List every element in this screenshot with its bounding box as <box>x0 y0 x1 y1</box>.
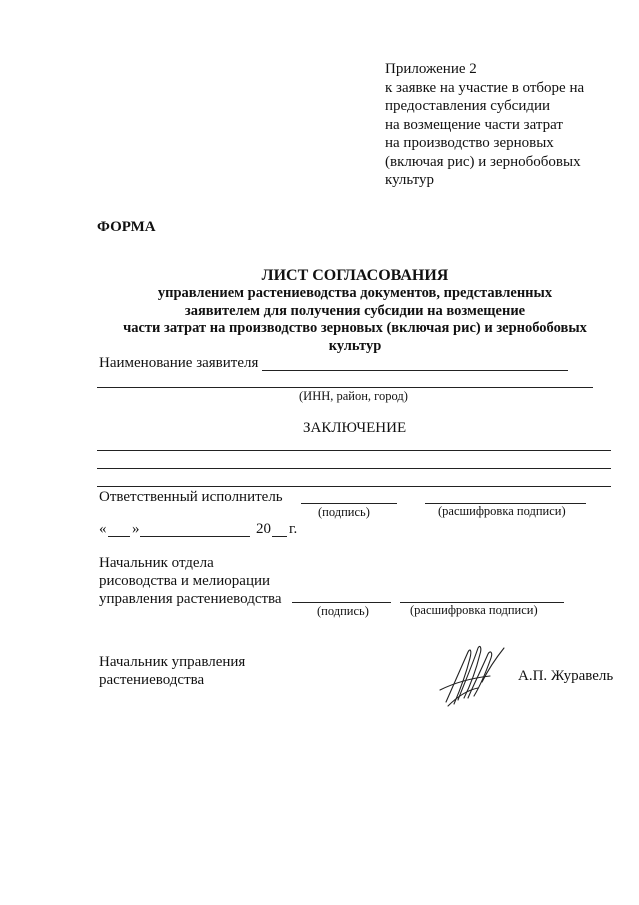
admin-head-name: А.П. Журавель <box>518 668 614 684</box>
dept-head-decoding-caption: (расшифровка подписи) <box>410 603 538 617</box>
responsible-label: Ответственный исполнитель <box>99 489 283 505</box>
applicant-label: Наименование заявителя <box>99 355 259 371</box>
date-close-quote: » <box>132 521 140 537</box>
responsible-signature-field[interactable] <box>301 503 397 504</box>
dept-head-line: рисоводства и мелиорации <box>99 573 271 589</box>
form-label: ФОРМА <box>97 219 156 235</box>
date-open-quote: « <box>99 521 107 537</box>
dept-head-line: Начальник отдела <box>99 555 214 571</box>
conclusion-field-line[interactable] <box>97 486 611 487</box>
dept-head-line: управления растениеводства <box>99 591 282 607</box>
appendix-line: культур <box>385 172 435 188</box>
admin-head-line: растениеводства <box>99 672 205 688</box>
appendix-header <box>385 60 584 190</box>
applicant-name-field[interactable] <box>262 370 568 371</box>
title-line: управлением растениеводства документов, представленных <box>157 285 553 301</box>
title-main: ЛИСТ СОГЛАСОВАНИЯ <box>261 267 449 284</box>
dept-head-signature-caption: (подпись) <box>317 604 369 618</box>
date-month-field[interactable] <box>140 536 250 537</box>
responsible-decoding-caption: (расшифровка подписи) <box>438 504 566 518</box>
conclusion-heading: ЗАКЛЮЧЕНИЕ <box>303 420 407 436</box>
date-year-suffix: г. <box>289 521 298 537</box>
appendix-line: предоставления субсидии <box>385 98 551 114</box>
responsible-signature-caption: (подпись) <box>318 505 370 519</box>
admin-head-line: Начальник управления <box>99 654 246 670</box>
document-title <box>0 266 639 355</box>
date-year-field[interactable] <box>272 536 287 537</box>
applicant-details-field[interactable] <box>97 387 593 388</box>
applicant-caption: (ИНН, район, город) <box>299 389 408 403</box>
appendix-line: на возмещение части затрат <box>385 116 563 133</box>
conclusion-field-line[interactable] <box>97 468 611 469</box>
date-year-prefix: 20 <box>256 521 271 537</box>
appendix-line: Приложение 2 <box>385 61 477 77</box>
appendix-line: к заявке на участие в отборе на <box>385 79 585 96</box>
title-line: культур <box>328 337 382 354</box>
date-day-field[interactable] <box>108 536 130 537</box>
appendix-line: (включая рис) и зернобобовых <box>385 153 581 170</box>
title-line: заявителем для получения субсидии на возмещение <box>184 302 526 319</box>
conclusion-field-line[interactable] <box>97 450 611 451</box>
handwritten-signature <box>438 640 518 710</box>
dept-head-signature-field[interactable] <box>292 602 391 603</box>
appendix-line: на производство зерновых <box>385 135 554 151</box>
title-line: части затрат на производство зерновых (включая рис) и зернобобовых <box>123 320 587 336</box>
